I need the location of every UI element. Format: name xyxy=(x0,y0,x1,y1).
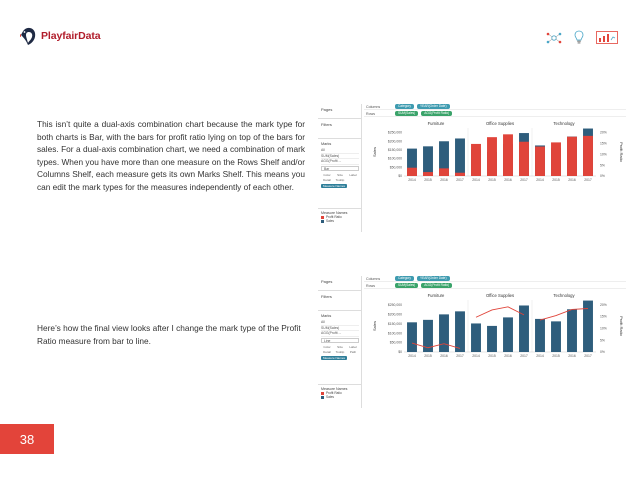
x-tick-label: 2015 xyxy=(424,354,432,358)
tableau-screenshot-bar xyxy=(318,104,626,232)
profit-ratio-bar xyxy=(471,144,481,176)
size-button[interactable]: Size xyxy=(337,344,343,349)
marks-sum-sales[interactable]: SUM(Sales) xyxy=(321,326,359,332)
mark-type-dropdown[interactable]: Line xyxy=(321,338,359,343)
profit-swatch xyxy=(321,216,324,219)
measure-names-title: Measure Names xyxy=(321,211,348,215)
y-tick-label: $200,000 xyxy=(387,312,402,317)
pane-header: Technology xyxy=(553,121,575,126)
x-tick-label: 2015 xyxy=(424,178,432,182)
y-tick-label: $250,000 xyxy=(387,130,402,135)
color-button[interactable]: Color xyxy=(323,172,331,177)
y-axis-title: Sales xyxy=(372,146,377,158)
tooltip-button[interactable]: Tooltip xyxy=(335,177,345,182)
profit-ratio-line xyxy=(476,307,524,317)
legend-sales: Sales xyxy=(326,395,334,399)
profit-ratio-bar xyxy=(551,142,561,176)
y2-tick-label: 5% xyxy=(600,163,605,168)
x-tick-label: 2017 xyxy=(520,354,528,358)
x-tick-label: 2017 xyxy=(456,178,464,182)
sales-bar xyxy=(455,311,465,352)
measure-names-pill[interactable]: Measure Names xyxy=(323,355,346,360)
x-tick-label: 2016 xyxy=(440,178,448,182)
x-tick-label: 2017 xyxy=(456,354,464,358)
y2-tick-label: 5% xyxy=(600,338,605,343)
chip-profit-ratio[interactable]: AGG(Profit Ratio) xyxy=(421,283,452,287)
size-button[interactable]: Size xyxy=(337,172,343,177)
page-number: 38 xyxy=(0,424,54,454)
y-tick-label: $200,000 xyxy=(387,139,402,144)
y-tick-label: $50,000 xyxy=(389,165,402,170)
chip-sales[interactable]: SUM(Sales) xyxy=(395,283,418,287)
color-button[interactable]: Color xyxy=(323,344,331,349)
y-tick-label: $100,000 xyxy=(387,156,402,161)
x-tick-label: 2016 xyxy=(440,354,448,358)
network-icon xyxy=(546,31,562,45)
x-tick-label: 2016 xyxy=(568,178,576,182)
filters-label: Filters xyxy=(321,122,332,127)
marks-agg-profit[interactable]: AGG(Profit ... xyxy=(321,159,359,165)
columns-shelf xyxy=(364,276,626,282)
chip-year[interactable]: YEAR(Order Date) xyxy=(417,276,450,280)
detail-button[interactable]: Detail xyxy=(323,349,331,354)
chip-profit-ratio[interactable]: AGG(Profit Ratio) xyxy=(421,111,452,115)
sales-swatch xyxy=(321,220,324,223)
tableau-sidebar xyxy=(318,104,362,232)
y2-tick-label: 15% xyxy=(600,314,607,319)
sales-bar xyxy=(551,321,561,352)
tooltip-button[interactable]: Tooltip xyxy=(335,349,345,354)
sales-bar xyxy=(487,326,497,352)
pane-header: Office Supplies xyxy=(485,121,515,126)
x-tick-label: 2017 xyxy=(520,178,528,182)
filters-label: Filters xyxy=(321,294,332,299)
y-tick-label: $150,000 xyxy=(387,148,402,153)
profit-ratio-bar xyxy=(423,172,433,176)
measure-names-pill[interactable]: Measure Names xyxy=(323,183,346,188)
lightbulb-icon xyxy=(574,30,584,45)
y2-axis-title: Profit Ratio xyxy=(619,316,624,336)
columns-shelf xyxy=(364,104,626,110)
puffin-logo-icon xyxy=(20,26,38,46)
sales-bar xyxy=(455,138,465,176)
label-button[interactable]: Label xyxy=(349,172,357,177)
x-tick-label: 2014 xyxy=(472,354,480,358)
pane-header: Office Supplies xyxy=(485,293,515,298)
sales-swatch xyxy=(321,396,324,399)
marks-label: Marks xyxy=(321,142,332,146)
y-tick-label: $100,000 xyxy=(387,331,402,336)
tableau-screenshot-line xyxy=(318,276,626,408)
mark-type-dropdown[interactable]: Bar xyxy=(321,166,359,171)
chip-sales[interactable]: SUM(Sales) xyxy=(395,111,418,115)
legend-profit: Profit Ratio xyxy=(326,391,342,395)
x-tick-label: 2014 xyxy=(408,354,416,358)
marks-all[interactable]: All xyxy=(321,320,359,326)
sales-profit-combo-chart xyxy=(364,290,626,366)
label-button[interactable]: Label xyxy=(349,344,357,349)
chip-category[interactable]: Category xyxy=(395,276,414,280)
chart-board-icon xyxy=(596,31,618,45)
sales-bar xyxy=(519,305,529,352)
rows-shelf xyxy=(364,111,626,117)
x-tick-label: 2015 xyxy=(488,354,496,358)
profit-ratio-bar xyxy=(535,147,545,176)
chip-category[interactable]: Category xyxy=(395,104,414,108)
marks-sum-sales[interactable]: SUM(Sales) xyxy=(321,154,359,160)
x-tick-label: 2016 xyxy=(568,354,576,358)
profit-ratio-bar xyxy=(407,168,417,176)
columns-label: Columns xyxy=(366,104,381,109)
x-tick-label: 2015 xyxy=(552,354,560,358)
y-tick-label: $250,000 xyxy=(387,302,402,307)
measure-names-legend xyxy=(321,211,347,223)
profit-swatch xyxy=(321,392,324,395)
y-tick-label: $150,000 xyxy=(387,321,402,326)
tableau-sidebar xyxy=(318,276,362,408)
x-tick-label: 2015 xyxy=(488,178,496,182)
sales-bar xyxy=(503,317,513,352)
sales-bar xyxy=(407,322,417,352)
marks-all[interactable]: All xyxy=(321,148,359,154)
marks-card xyxy=(321,142,359,188)
marks-label: Marks xyxy=(321,314,332,318)
pane-header: Furniture xyxy=(427,121,445,126)
x-tick-label: 2014 xyxy=(408,178,416,182)
path-button[interactable]: Path xyxy=(349,349,357,354)
playfair-logo[interactable] xyxy=(20,26,101,46)
detail-button[interactable]: Detail xyxy=(323,177,331,182)
y2-tick-label: 0% xyxy=(600,174,605,179)
sales-bar xyxy=(567,309,577,352)
measure-names-legend xyxy=(321,387,347,399)
x-tick-label: 2016 xyxy=(504,178,512,182)
y2-tick-label: 20% xyxy=(600,130,607,135)
sales-bar xyxy=(471,323,481,352)
x-tick-label: 2016 xyxy=(504,354,512,358)
y2-tick-label: 20% xyxy=(600,302,607,307)
x-tick-label: 2015 xyxy=(552,178,560,182)
sales-bar xyxy=(423,146,433,176)
sales-bar xyxy=(439,314,449,352)
pages-label: Pages xyxy=(321,279,333,284)
legend-profit: Profit Ratio xyxy=(326,215,342,219)
x-tick-label: 2017 xyxy=(584,354,592,358)
y-tick-label: $0 xyxy=(398,174,402,179)
y2-axis-title: Profit Ratio xyxy=(619,142,624,162)
chip-year[interactable]: YEAR(Order Date) xyxy=(417,104,450,108)
columns-label: Columns xyxy=(366,276,381,281)
profit-ratio-bar xyxy=(455,173,465,176)
y-tick-label: $50,000 xyxy=(389,340,402,345)
profit-ratio-bar xyxy=(503,134,513,176)
logo-text: PlayfairData xyxy=(41,30,101,42)
rows-label: Rows xyxy=(366,283,375,288)
sales-profit-bar-chart xyxy=(364,118,626,190)
pane-header: Technology xyxy=(553,293,575,298)
profit-ratio-line xyxy=(540,309,588,321)
profit-ratio-line xyxy=(412,343,460,348)
marks-agg-profit[interactable]: AGG(Profit ... xyxy=(321,331,359,337)
x-tick-label: 2017 xyxy=(584,178,592,182)
y2-tick-label: 15% xyxy=(600,141,607,146)
final-view-paragraph: Here’s how the final view looks after I change the mark type of the Profit Ratio measure from bar to line. xyxy=(37,323,301,346)
profit-ratio-bar xyxy=(487,137,497,176)
pages-label: Pages xyxy=(321,107,333,112)
y2-tick-label: 10% xyxy=(600,326,607,331)
intro-paragraph: This isn’t quite a dual-axis combination chart because the mark type for both charts is Bar, with the bars for profit ratio lying on top of the bars for sales. For a dual-axis combination chart, we need a combination of mark types. When you have more than one measure on the Rows Shelf and/or Columns Shelf, each measure gets its own Marks Shelf. This means you can edit the mark types for the measures independently of each other. xyxy=(37,119,305,192)
y-tick-label: $0 xyxy=(398,350,402,355)
rows-shelf xyxy=(364,283,626,289)
profit-ratio-bar xyxy=(439,168,449,176)
x-tick-label: 2014 xyxy=(472,178,480,182)
profit-ratio-bar xyxy=(567,137,577,176)
rows-label: Rows xyxy=(366,111,375,116)
legend-sales: Sales xyxy=(326,219,334,223)
profit-ratio-bar xyxy=(583,136,593,176)
sales-bar xyxy=(535,319,545,352)
measure-names-title: Measure Names xyxy=(321,387,348,391)
y2-tick-label: 0% xyxy=(600,350,605,355)
profit-ratio-bar xyxy=(519,142,529,176)
y2-tick-label: 10% xyxy=(600,152,607,157)
marks-card xyxy=(321,314,359,360)
pane-header: Furniture xyxy=(427,293,445,298)
y-axis-title: Sales xyxy=(372,320,377,332)
x-tick-label: 2014 xyxy=(536,178,544,182)
x-tick-label: 2014 xyxy=(536,354,544,358)
